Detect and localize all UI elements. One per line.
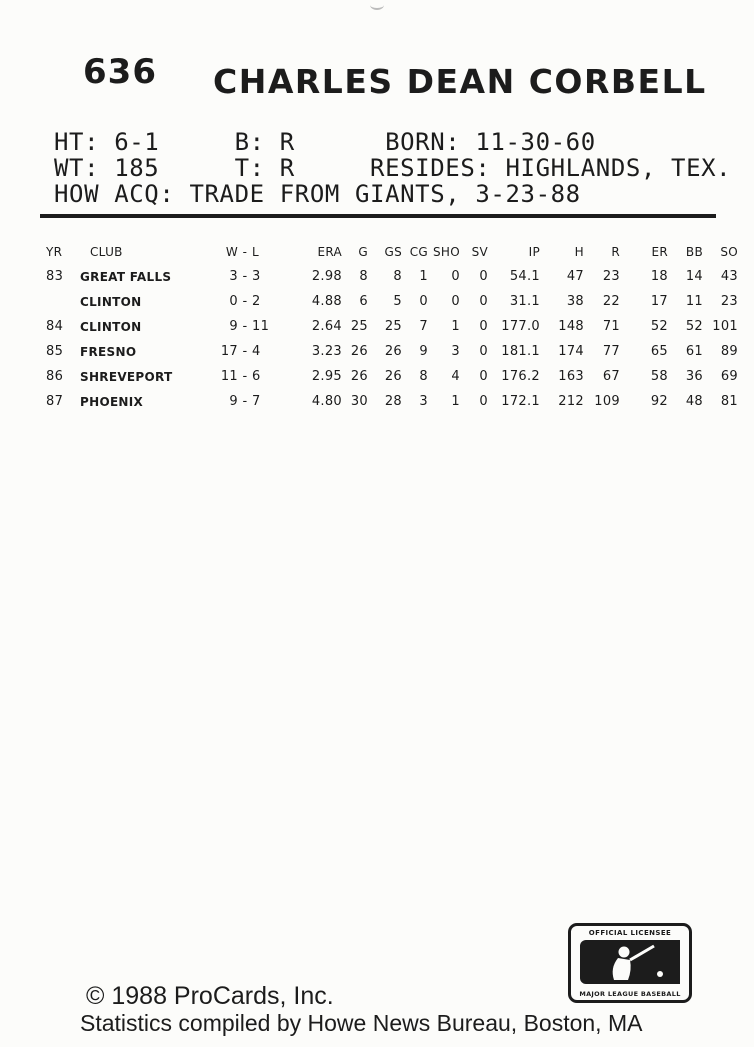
divider-rule bbox=[40, 214, 716, 218]
stats-cell-bb: 36 bbox=[685, 369, 703, 384]
stats-cell-g: 25 bbox=[350, 319, 368, 334]
stats-cell-cg: 8 bbox=[419, 369, 428, 384]
header-so: SO bbox=[720, 244, 738, 259]
stats-cell-ip: 31.1 bbox=[509, 294, 540, 309]
stats-cell-gs: 26 bbox=[384, 344, 402, 359]
stats-cell-l: 6 bbox=[252, 369, 261, 384]
stats-cell-so: 43 bbox=[720, 269, 738, 284]
stats-cell-er: 92 bbox=[650, 394, 668, 409]
header-club: CLUB bbox=[90, 244, 123, 259]
stats-cell-so: 89 bbox=[720, 344, 738, 359]
stats-cell-l: 7 bbox=[252, 394, 261, 409]
stats-cell-yr bbox=[46, 289, 80, 314]
stats-cell-w: 9 bbox=[229, 394, 238, 409]
stats-cell-so: 69 bbox=[720, 369, 738, 384]
stats-cell-h: 38 bbox=[566, 294, 584, 309]
stats-cell-w: 3 bbox=[229, 269, 238, 284]
stats-cell-so: 81 bbox=[720, 394, 738, 409]
logo-bottom-text: MAJOR LEAGUE BASEBALL bbox=[579, 990, 681, 998]
stats-cell-club: CLINTON bbox=[80, 319, 142, 334]
stats-table bbox=[46, 239, 738, 414]
card-edge-mark bbox=[370, 0, 384, 10]
header-era: ERA bbox=[317, 244, 342, 259]
stats-cell-w: 9 bbox=[229, 319, 238, 334]
header-er: ER bbox=[651, 244, 668, 259]
stats-cell-cg: 3 bbox=[419, 394, 428, 409]
stats-cell-gs: 5 bbox=[393, 294, 402, 309]
stats-cell-club: GREAT FALLS bbox=[80, 269, 172, 284]
stats-row bbox=[46, 314, 738, 339]
stats-cell-h: 148 bbox=[558, 319, 584, 334]
stats-cell-r: 109 bbox=[594, 394, 620, 409]
stats-cell-club: FRESNO bbox=[80, 344, 137, 359]
stats-cell-er: 52 bbox=[650, 319, 668, 334]
stats-cell-l: 4 bbox=[252, 344, 261, 359]
stats-cell-yr: 85 bbox=[46, 344, 64, 359]
stats-cell-sv: 0 bbox=[479, 269, 488, 284]
mlb-batter-icon bbox=[580, 940, 680, 984]
stats-row bbox=[46, 364, 738, 389]
stats-cell-ip: 176.2 bbox=[501, 369, 540, 384]
header-h: H bbox=[574, 244, 584, 259]
stats-cell-sho: 0 bbox=[451, 294, 460, 309]
header-dash: - bbox=[242, 244, 248, 259]
stats-cell-sv: 0 bbox=[479, 294, 488, 309]
stats-cell-era: 2.98 bbox=[311, 269, 342, 284]
stats-cell-r: 67 bbox=[602, 369, 620, 384]
stats-cell-era: 3.23 bbox=[311, 344, 342, 359]
stats-cell-so: 23 bbox=[720, 294, 738, 309]
header-l: L bbox=[252, 244, 259, 259]
header-cg: CG bbox=[409, 244, 428, 259]
logo-top-text: OFFICIAL LICENSEE bbox=[588, 929, 672, 937]
header-bb: BB bbox=[685, 244, 703, 259]
stats-cell-g: 26 bbox=[350, 369, 368, 384]
stats-cell-r: 77 bbox=[602, 344, 620, 359]
stats-cell-dash: - bbox=[242, 269, 248, 284]
stats-cell-ip: 181.1 bbox=[501, 344, 540, 359]
stats-cell-ip: 54.1 bbox=[509, 269, 540, 284]
stats-cell-gs: 25 bbox=[384, 319, 402, 334]
stats-cell-h: 163 bbox=[558, 369, 584, 384]
header-sv: SV bbox=[471, 244, 488, 259]
copyright-text: © 1988 ProCards, Inc. bbox=[86, 982, 334, 1010]
bio-line-height-bats-born: HT: 6-1 B: R BORN: 11-30-60 bbox=[54, 128, 596, 156]
header-w: W bbox=[225, 244, 238, 259]
stats-cell-er: 58 bbox=[650, 369, 668, 384]
stats-cell-sv: 0 bbox=[479, 394, 488, 409]
card-number: 636 bbox=[83, 52, 157, 92]
bio-line-weight-throws-resides: WT: 185 T: R RESIDES: HIGHLANDS, TEX. bbox=[54, 154, 732, 182]
header-gs: GS bbox=[384, 244, 402, 259]
stats-cell-bb: 52 bbox=[685, 319, 703, 334]
stats-cell-yr: 86 bbox=[46, 369, 64, 384]
stats-cell-bb: 14 bbox=[685, 269, 703, 284]
stats-cell-dash: - bbox=[242, 319, 248, 334]
stats-cell-gs: 28 bbox=[384, 394, 402, 409]
stats-cell-g: 8 bbox=[359, 269, 368, 284]
stats-cell-l: 2 bbox=[252, 294, 261, 309]
stats-cell-er: 65 bbox=[650, 344, 668, 359]
stats-cell-bb: 11 bbox=[685, 294, 703, 309]
stats-cell-r: 22 bbox=[602, 294, 620, 309]
header-sho: SHO bbox=[433, 244, 460, 259]
stats-cell-cg: 1 bbox=[419, 269, 428, 284]
stats-cell-g: 6 bbox=[359, 294, 368, 309]
stats-cell-club: CLINTON bbox=[80, 294, 142, 309]
stats-cell-era: 2.64 bbox=[311, 319, 342, 334]
stats-cell-dash: - bbox=[242, 394, 248, 409]
stats-cell-er: 18 bbox=[650, 269, 668, 284]
stats-header-row bbox=[46, 239, 738, 264]
stats-cell-dash: - bbox=[242, 294, 248, 309]
stats-cell-h: 212 bbox=[558, 394, 584, 409]
stats-cell-ip: 172.1 bbox=[501, 394, 540, 409]
stats-row bbox=[46, 339, 738, 364]
stats-cell-sho: 0 bbox=[451, 269, 460, 284]
stats-cell-w: 0 bbox=[229, 294, 238, 309]
player-name: CHARLES DEAN CORBELL bbox=[213, 62, 707, 101]
header-ip: IP bbox=[528, 244, 540, 259]
stats-credit-text: Statistics compiled by Howe News Bureau, Boston, MA bbox=[80, 1010, 643, 1036]
stats-cell-era: 2.95 bbox=[311, 369, 342, 384]
stats-cell-g: 26 bbox=[350, 344, 368, 359]
header-yr: YR bbox=[46, 244, 63, 259]
stats-cell-sho: 1 bbox=[451, 319, 460, 334]
stats-cell-l: 11 bbox=[252, 319, 270, 334]
stats-row bbox=[46, 389, 738, 414]
stats-cell-yr: 87 bbox=[46, 394, 64, 409]
stats-cell-r: 71 bbox=[602, 319, 620, 334]
stats-cell-club: SHREVEPORT bbox=[80, 369, 173, 384]
stats-cell-dash: - bbox=[242, 344, 248, 359]
stats-cell-dash: - bbox=[242, 369, 248, 384]
stats-cell-r: 23 bbox=[602, 269, 620, 284]
stats-cell-cg: 0 bbox=[419, 294, 428, 309]
stats-cell-yr: 83 bbox=[46, 269, 64, 284]
stats-cell-g: 30 bbox=[350, 394, 368, 409]
stats-cell-club: PHOENIX bbox=[80, 394, 144, 409]
header-g: G bbox=[358, 244, 368, 259]
stats-cell-yr: 84 bbox=[46, 319, 64, 334]
stats-cell-er: 17 bbox=[650, 294, 668, 309]
stats-cell-h: 47 bbox=[566, 269, 584, 284]
stats-cell-so: 101 bbox=[712, 319, 738, 334]
stats-cell-era: 4.80 bbox=[311, 394, 342, 409]
stats-cell-era: 4.88 bbox=[311, 294, 342, 309]
stats-cell-sho: 3 bbox=[451, 344, 460, 359]
stats-row bbox=[46, 264, 738, 289]
stats-cell-bb: 48 bbox=[685, 394, 703, 409]
stats-cell-sho: 1 bbox=[451, 394, 460, 409]
stats-cell-sv: 0 bbox=[479, 369, 488, 384]
stats-cell-sho: 4 bbox=[451, 369, 460, 384]
stats-cell-sv: 0 bbox=[479, 319, 488, 334]
stats-cell-bb: 61 bbox=[685, 344, 703, 359]
bio-line-how-acquired: HOW ACQ: TRADE FROM GIANTS, 3-23-88 bbox=[54, 180, 581, 208]
stats-cell-l: 3 bbox=[252, 269, 261, 284]
stats-cell-h: 174 bbox=[558, 344, 584, 359]
stats-body bbox=[46, 264, 738, 414]
stats-cell-w: 11 bbox=[220, 369, 238, 384]
mlb-official-licensee-logo bbox=[568, 923, 692, 1003]
stats-cell-gs: 8 bbox=[393, 269, 402, 284]
stats-cell-cg: 7 bbox=[419, 319, 428, 334]
stats-cell-gs: 26 bbox=[384, 369, 402, 384]
stats-cell-sv: 0 bbox=[479, 344, 488, 359]
stats-cell-cg: 9 bbox=[419, 344, 428, 359]
stats-cell-ip: 177.0 bbox=[501, 319, 540, 334]
header-r: R bbox=[611, 244, 620, 259]
stats-cell-w: 17 bbox=[220, 344, 238, 359]
stats-row bbox=[46, 289, 738, 314]
